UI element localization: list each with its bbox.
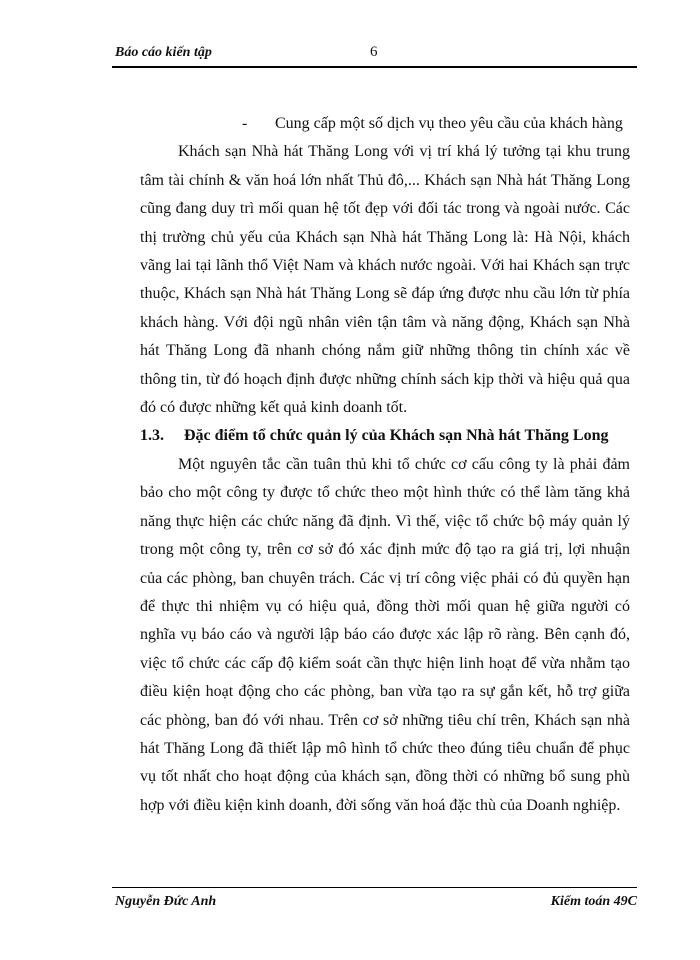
page-number: 6 bbox=[370, 44, 378, 60]
paragraph-organization: Một nguyên tắc cần tuân thủ khi tổ chức cơ cấu công ty là phải đảm bảo cho một công ty được tổ chức theo một hình thức có thể làm tăng khả năng thực hiện các chức năng đã định. Vì thế, việc tổ chức bộ máy quản lý trong một công ty, trên cơ sở đó xác định mức độ tạo ra giá trị, lợi nhuận của các phòng, ban chuyên trách. Các vị trí công việc phải có đủ quyền hạn để thực thi nhiệm vụ có hiệu quả, đồng thời mối quan hệ giữa người có nghĩa vụ báo cáo và người lập báo cáo được xác lập rõ ràng. Bên cạnh đó, việc tổ chức các cấp độ kiểm soát cần thực hiện linh hoạt để vừa nhằm tạo điều kiện hoạt động cho các phòng, ban vừa tạo ra sự gắn kết, hỗ trợ giữa các phòng, ban đó với nhau. Trên cơ sở những tiêu chí trên, Khách sạn nhà hát Thăng Long đã thiết lập mô hình tổ chức theo đúng tiêu chuẩn để phục vụ tốt nhất cho hoạt động của khách sạn, đồng thời có những bổ sung phù hợp với điều kiện kinh doanh, đời sống văn hoá đặc thù của Doanh nghiệp. bbox=[140, 455, 630, 814]
page-footer bbox=[112, 887, 637, 912]
section-heading bbox=[140, 422, 630, 450]
bullet-dash: - bbox=[242, 115, 248, 132]
section-number: 1.3. bbox=[140, 427, 164, 445]
footer-author: Nguyễn Đức Anh bbox=[115, 894, 217, 909]
bullet-item bbox=[140, 110, 630, 138]
page-body bbox=[140, 110, 630, 820]
page-header bbox=[112, 40, 637, 68]
bullet-text: Cung cấp một số dịch vụ theo yêu cầu của khách hàng bbox=[275, 115, 623, 132]
paragraph-hotel-overview: Khách sạn Nhà hát Thăng Long với vị trí khá lý tưởng tại khu trung tâm tài chính & văn hoá lớn nhất Thủ đô,... Khách sạn Nhà hát Thăng Long cũng đang duy trì mối quan hệ tốt đẹp với đối tác trong và ngoài nước. Các thị trường chủ yếu của Khách sạn Nhà hát Thăng Long là: Hà Nội, khách vãng lai tại lãnh thổ Việt Nam và khách nước ngoài. Với hai Khách sạn trực thuộc, Khách sạn Nhà hát Thăng Long sẽ đáp ứng được nhu cầu lớn từ phía khách hàng. Với đội ngũ nhân viên tận tâm và năng động, Khách sạn Nhà hát Thăng Long đã nhanh chóng nắm giữ những thông tin chính xác về thông tin, từ đó hoạch định được những chính sách kịp thời và hiệu quả qua đó có được những kết quả kinh doanh tốt. bbox=[140, 143, 630, 417]
section-title: Đặc điểm tổ chức quản lý của Khách sạn Nhà hát Thăng Long bbox=[184, 427, 609, 445]
header-title: Báo cáo kiến tập bbox=[115, 45, 212, 60]
footer-class: Kiểm toán 49C bbox=[550, 894, 637, 909]
